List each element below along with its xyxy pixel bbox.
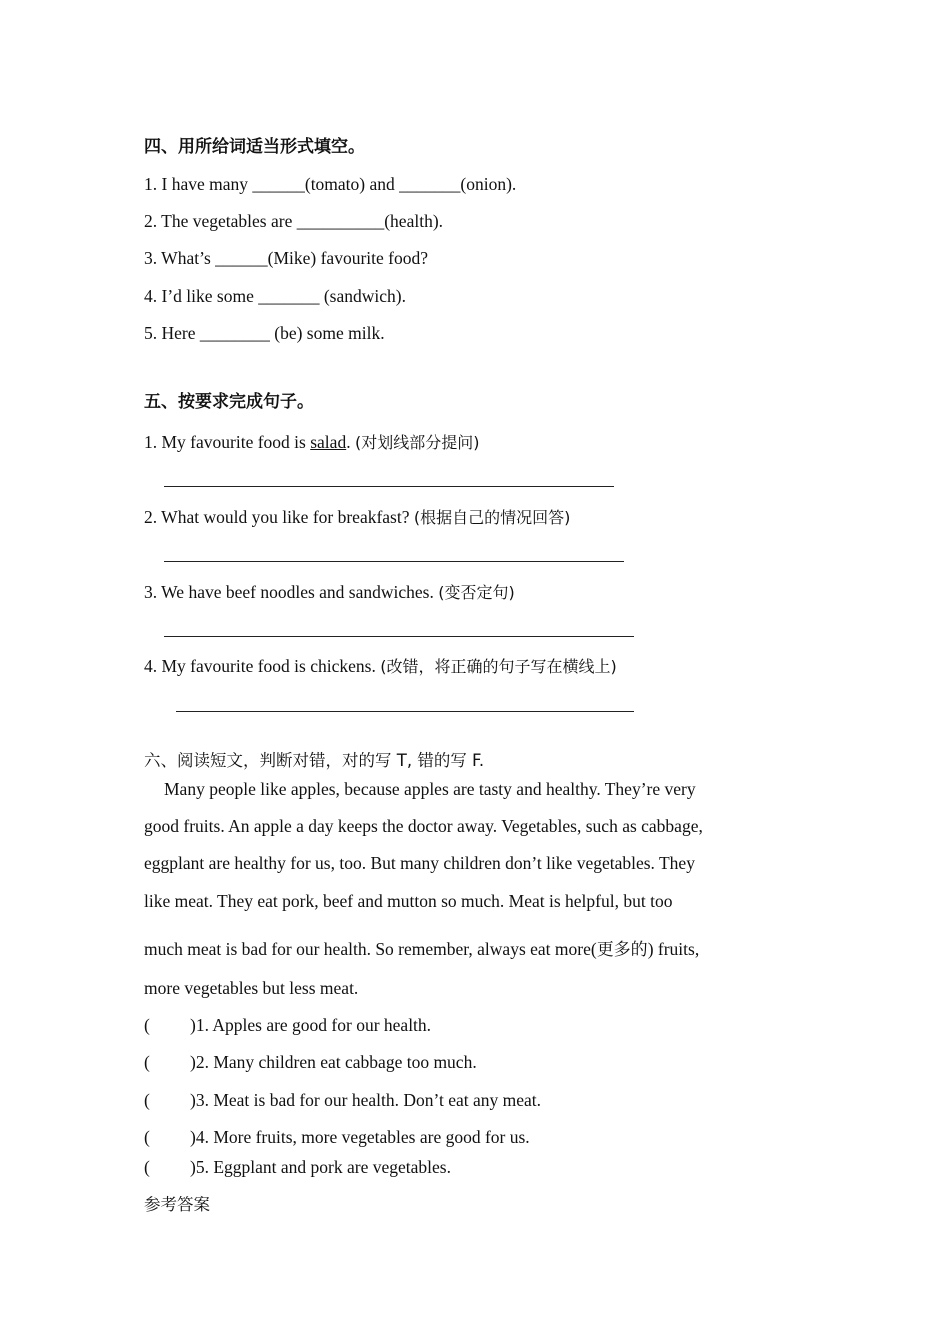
passage-line-2: good fruits. An apple a day keeps the doctor away. Vegetables, such as cabbage, [144, 816, 703, 836]
q1-text: 1. My favourite food is [144, 432, 311, 452]
section4-item-4: 4. I’d like some _______ (sandwich). [144, 286, 406, 306]
q3-text: 3. We have beef noodles and sandwiches. [144, 582, 439, 602]
answer-paren[interactable]: ( [144, 1157, 150, 1177]
statement-text: )1. Apples are good for our health. [190, 1015, 432, 1035]
section6-heading: 六、阅读短文，判断对错，对的写 T, 错的写 F. [144, 751, 485, 770]
q1-period: . [346, 432, 355, 452]
statement-text: )3. Meat is bad for our health. Don’t eat any meat. [190, 1090, 542, 1110]
statement-2 [144, 1052, 477, 1073]
section5-question-2 [144, 505, 570, 528]
q4-text: 4. My favourite food is chickens. [144, 656, 381, 676]
passage-line-4: like meat. They eat pork, beef and mutton so much. Meat is helpful, but too [144, 891, 673, 911]
statement-3 [144, 1090, 541, 1111]
answer-paren[interactable]: ( [144, 1015, 150, 1035]
q4-instruction: (改错，将正确的句子写在横线上) [380, 657, 617, 676]
section4-item-3: 3. What’s ______(Mike) favourite food? [144, 248, 428, 268]
statement-text: )2. Many children eat cabbage too much. [190, 1052, 477, 1072]
section5-question-4 [144, 654, 617, 677]
passage-line-3: eggplant are healthy for us, too. But many children don’t like vegetables. They [144, 853, 695, 873]
statement-text: )4. More fruits, more vegetables are good for us. [190, 1127, 530, 1147]
statement-4 [144, 1127, 530, 1148]
q2-text: 2. What would you like for breakfast? [144, 507, 414, 527]
section4-item-5: 5. Here ________ (be) some milk. [144, 323, 385, 343]
passage-line-5-end: ) fruits, [647, 939, 700, 959]
passage-line-1: Many people like apples, because apples are tasty and healthy. They’re very [164, 779, 696, 799]
section5-question-3 [144, 580, 515, 603]
statement-text: )5. Eggplant and pork are vegetables. [190, 1157, 451, 1177]
section4-item-2: 2. The vegetables are __________(health). [144, 211, 444, 231]
answer-paren[interactable]: ( [144, 1127, 150, 1147]
answer-line-3[interactable] [164, 636, 634, 637]
section5-question-1 [144, 430, 479, 453]
answer-line-1[interactable] [164, 486, 614, 487]
statement-5 [144, 1157, 451, 1178]
q1-underlined-word: salad [310, 432, 347, 452]
section5-heading: 五、按要求完成句子。 [144, 392, 314, 412]
answer-key-label: 参考答案 [144, 1195, 210, 1214]
answer-paren[interactable]: ( [144, 1052, 150, 1072]
q3-instruction: (变否定句) [438, 583, 515, 602]
answer-paren[interactable]: ( [144, 1090, 150, 1110]
passage-line-5-start: much meat is bad for our health. So remember, always eat more( [144, 939, 597, 959]
section4-item-1: 1. I have many ______(tomato) and _______(onion). [144, 174, 517, 194]
statement-1 [144, 1015, 431, 1036]
passage-line-6: more vegetables but less meat. [144, 978, 359, 998]
answer-line-4[interactable] [176, 711, 634, 712]
q1-instruction: (对划线部分提问) [354, 433, 480, 452]
q2-instruction: (根据自己的情况回答) [413, 508, 571, 527]
passage-gloss: 更多的 [596, 940, 648, 960]
section4-heading: 四、用所给词适当形式填空。 [144, 137, 365, 157]
answer-line-2[interactable] [164, 561, 624, 562]
passage-line-5 [144, 935, 699, 960]
